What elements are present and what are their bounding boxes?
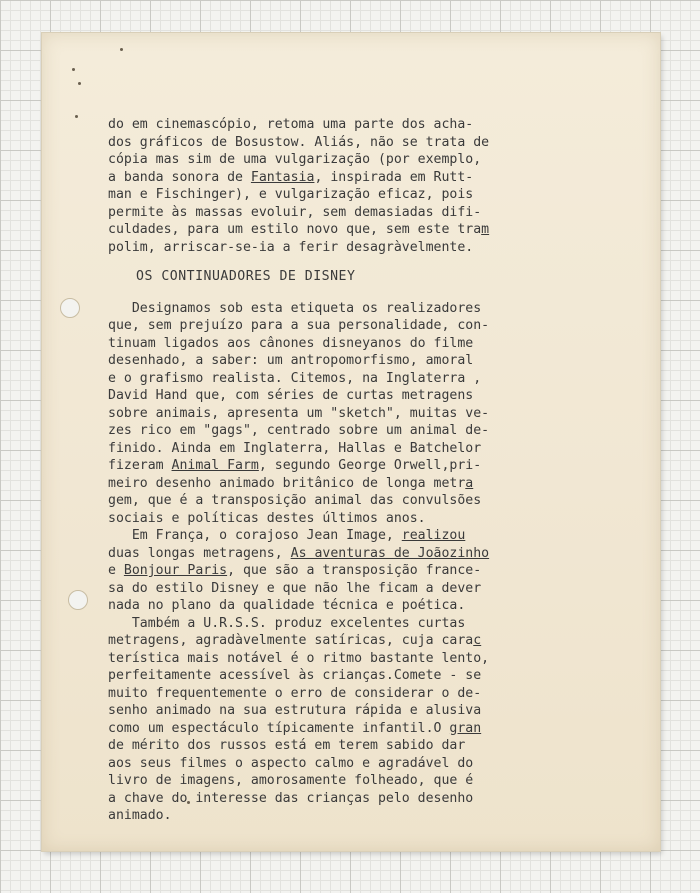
underlined-text: m [481,222,490,237]
text-line: aos seus filmes o aspecto calmo e agradável do [108,755,474,771]
paragraph-1 [108,116,608,256]
text-line: terística mais notável é o ritmo bastante lento, [108,650,490,666]
text-line: permite às massas evoluir, sem demasiadas difi- [108,204,482,220]
text-line: cópia mas sim de uma vulgarização (por exemplo, [108,152,482,167]
text-line: a banda sonora de Fantasia, inspirada em Rutt- [108,169,474,185]
underlined-text: c [473,633,482,648]
ink-speck [75,115,78,118]
text-line: nada no plano da qualidade técnica e poética. [108,598,466,613]
text-line: livro de imagens, amorosamente folheado, que é [108,773,474,788]
underlined-text: Bonjour Paris [123,563,228,578]
ink-speck [78,82,81,85]
text-line: zes rico em "gags", centrado sobre um animal de- [108,423,490,438]
text-line: metragens, agradàvelmente satíricas, cuja carac [108,633,482,648]
underlined-text: realizou [401,528,466,543]
underlined-text: a [465,475,474,491]
text-line: que, sem prejuízo para a sua personalidade, con- [108,318,490,333]
text-line: sa do estilo Disney e que não lhe ficam a dever [108,580,482,596]
text-line: polim, arriscar-se-ia a ferir desagràvelmente. [108,239,474,255]
section-heading: OS CONTINUADORES DE DISNEY [136,269,356,284]
text-line: duas longas metragens, As aventuras de Joãozinho [108,545,490,561]
text-line: de mérito dos russos está em terem sabido dar [108,738,466,753]
text-line: gem, que é a transposição animal das convulsões [108,493,482,508]
text-line: sociais e políticas destes últimos anos. [108,510,426,526]
text-line: finido. Ainda em Inglaterra, Hallas e Batchelor [108,440,482,456]
underlined-text: gran [449,720,482,736]
text-line: e Bonjour Paris, que são a transposição france- [108,563,482,578]
text-line: sobre animais, apresenta um "sketch", muitas ve- [108,405,490,421]
text-line: dos gráficos de Bosustow. Aliás, não se trata de [108,134,490,150]
punch-hole-bottom [68,590,88,610]
text-line: Em França, o corajoso Jean Image, realizou [108,528,466,543]
paragraph-4 [108,615,608,825]
text-line: man e Fischinger), e vulgarização eficaz, pois [108,187,474,202]
punch-hole-top [60,298,80,318]
underlined-text: Animal Farm [171,458,259,473]
text-line: David Hand que, com séries de curtas metragens [108,388,474,403]
text-line: Designamos sob esta etiqueta os realizadores [108,300,482,316]
paragraph-3 [108,527,608,615]
text-line: Também a U.R.S.S. produz excelentes curtas [108,615,466,631]
underlined-text: Fantasia [250,169,315,185]
text-line: do em cinemascópio, retoma uma parte dos acha- [108,117,474,132]
paragraph-2 [108,300,608,528]
underlined-text: As aventuras de Joãozinho [290,545,490,561]
text-line: e o grafismo realista. Citemos, na Inglaterra , [108,370,482,386]
text-line: como um espectáculo típicamente infantil.O gran [108,720,482,736]
document-body [108,116,608,825]
ink-speck [120,48,123,51]
text-line: perfeitamente acessível às crianças.Comete - se [108,668,482,683]
text-line: muito frequentemente o erro de considerar o de- [108,685,482,701]
text-line: animado. [108,808,172,823]
text-line: culdades, para um estilo novo que, sem este tram [108,222,490,237]
text-line: meiro desenho animado britânico de longa metra [108,475,474,491]
text-line: senho animado na sua estrutura rápida e alusiva [108,703,482,718]
text-line: a chave do interesse das crianças pelo desenho [108,790,474,806]
text-line: tinuam ligados aos cânones disneyanos do filme [108,335,474,351]
text-line: fizeram Animal Farm, segundo George Orwell,pri- [108,458,482,473]
ink-speck [72,68,75,71]
text-line: desenhado, a saber: um antropomorfismo, amoral [108,353,474,368]
